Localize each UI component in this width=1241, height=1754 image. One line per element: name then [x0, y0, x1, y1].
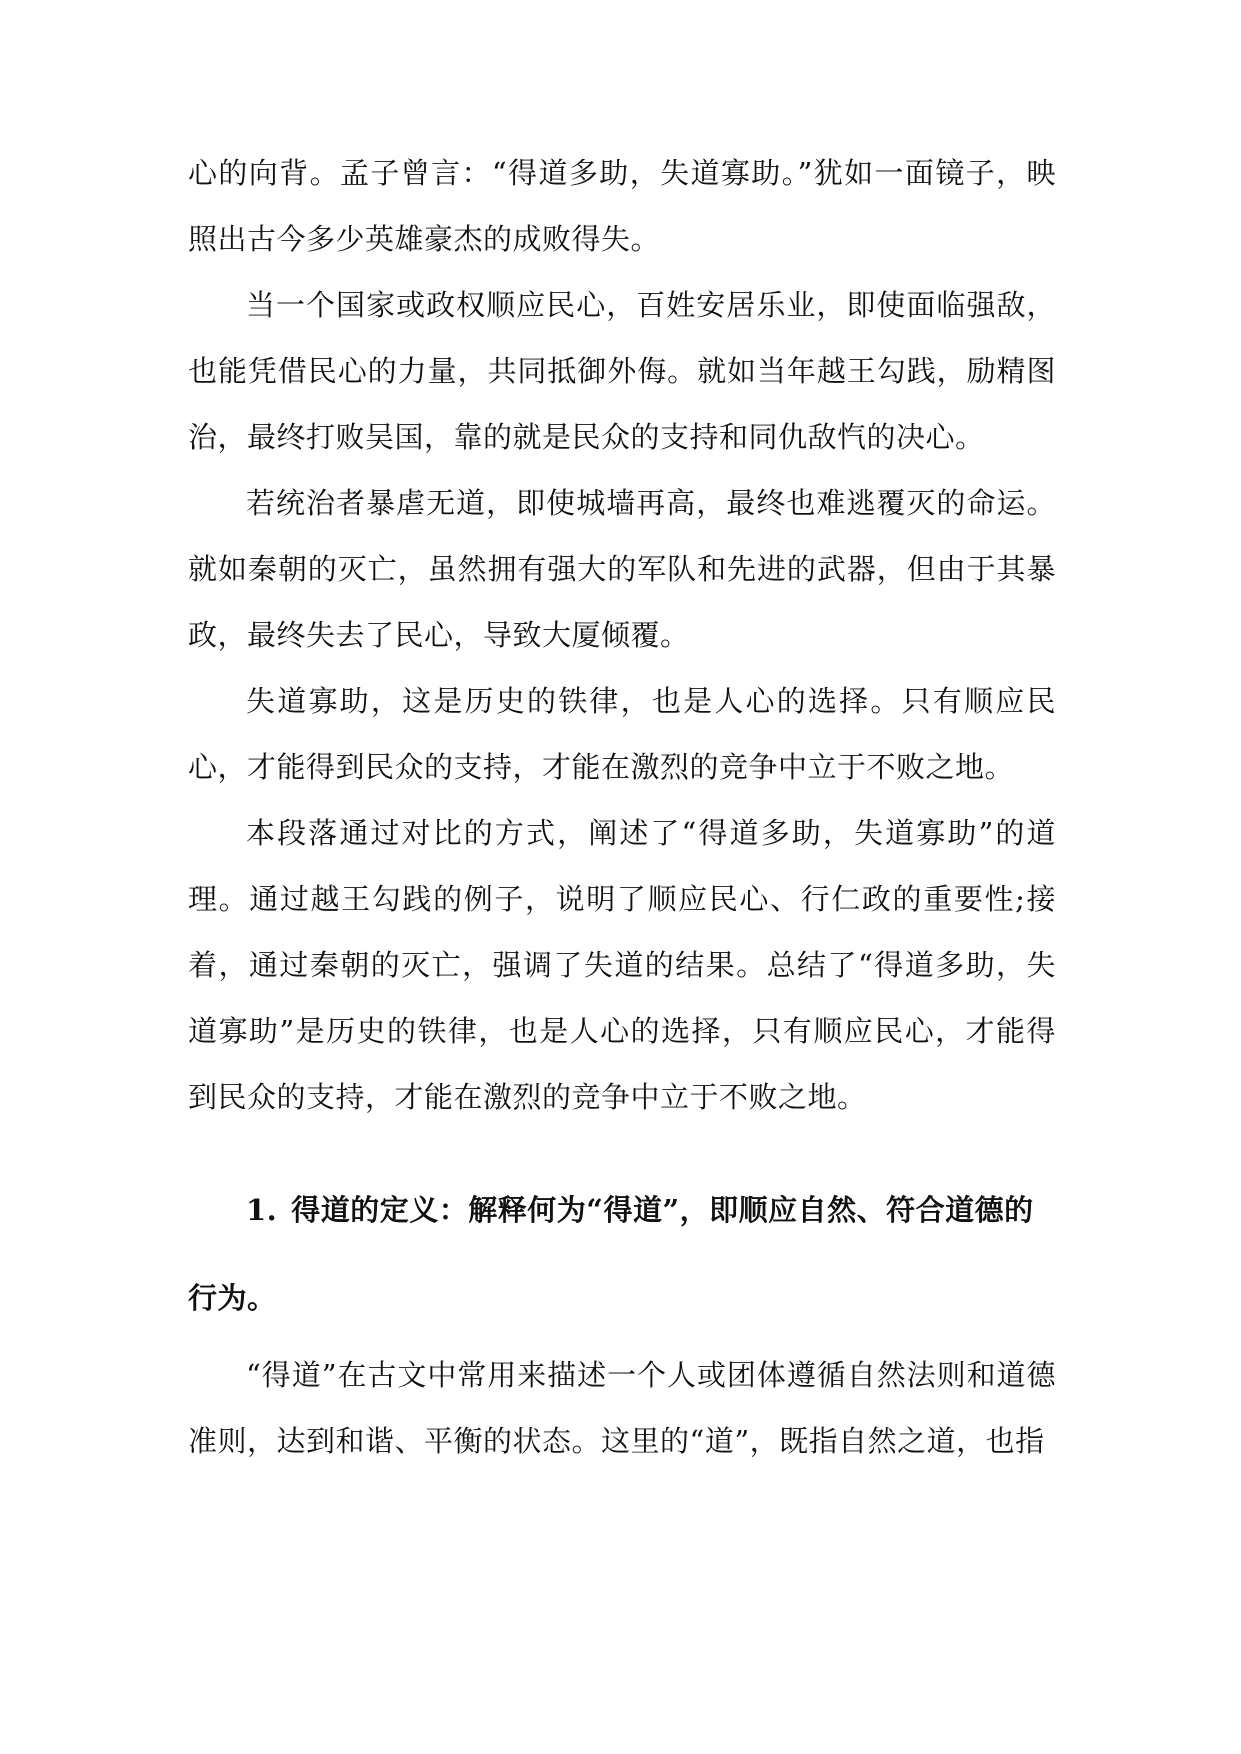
- paragraph-yue-example: 当一个国家或政权顺应民心，百姓安居乐业，即使面临强敌，也能凭借民心的力量，共同抵御外侮。就如当年越王勾践，励精图治，最终打败吴国，靠的就是民众的支持和同仇敌忾的决心。: [188, 288, 1056, 454]
- paragraph-iron-law: 失道寡助，这是历史的铁律，也是人心的选择。只有顺应民心，才能得到民众的支持，才能在激烈的竞争中立于不败之地。: [188, 684, 1056, 784]
- paragraph-qin-example: 若统治者暴虐无道，即使城墙再高，最终也难逃覆灭的命运。就如秦朝的灭亡，虽然拥有强大的军队和先进的武器，但由于其暴政，最终失去了民心，导致大厦倾覆。: [188, 486, 1056, 652]
- paragraph-continuation: 心的向背。孟子曾言：“得道多助，失道寡助。”犹如一面镜子，映照出古今多少英雄豪杰的成败得失。: [188, 156, 1056, 256]
- paragraph-definition: “得道”在古文中常用来描述一个人或团体遵循自然法则和道德准则，达到和谐、平衡的状态。这里的“道”，既指自然之道，也指: [188, 1358, 1056, 1458]
- document-body: [188, 140, 1056, 1474]
- section-number: 1.: [246, 1193, 278, 1227]
- section-heading: [188, 1166, 1056, 1342]
- section-title: 得道的定义：解释何为“得道”，即顺应自然、符合道德的行为。: [188, 1193, 1034, 1315]
- paragraph-summary: 本段落通过对比的方式，阐述了“得道多助，失道寡助”的道理。通过越王勾践的例子，说明了顺应民心、行仁政的重要性;接着，通过秦朝的灭亡，强调了失道的结果。总结了“得道多助，失道寡助”是历史的铁律，也是人心的选择，只有顺应民心，才能得到民众的支持，才能在激烈的竞争中立于不败之地。: [188, 816, 1056, 1114]
